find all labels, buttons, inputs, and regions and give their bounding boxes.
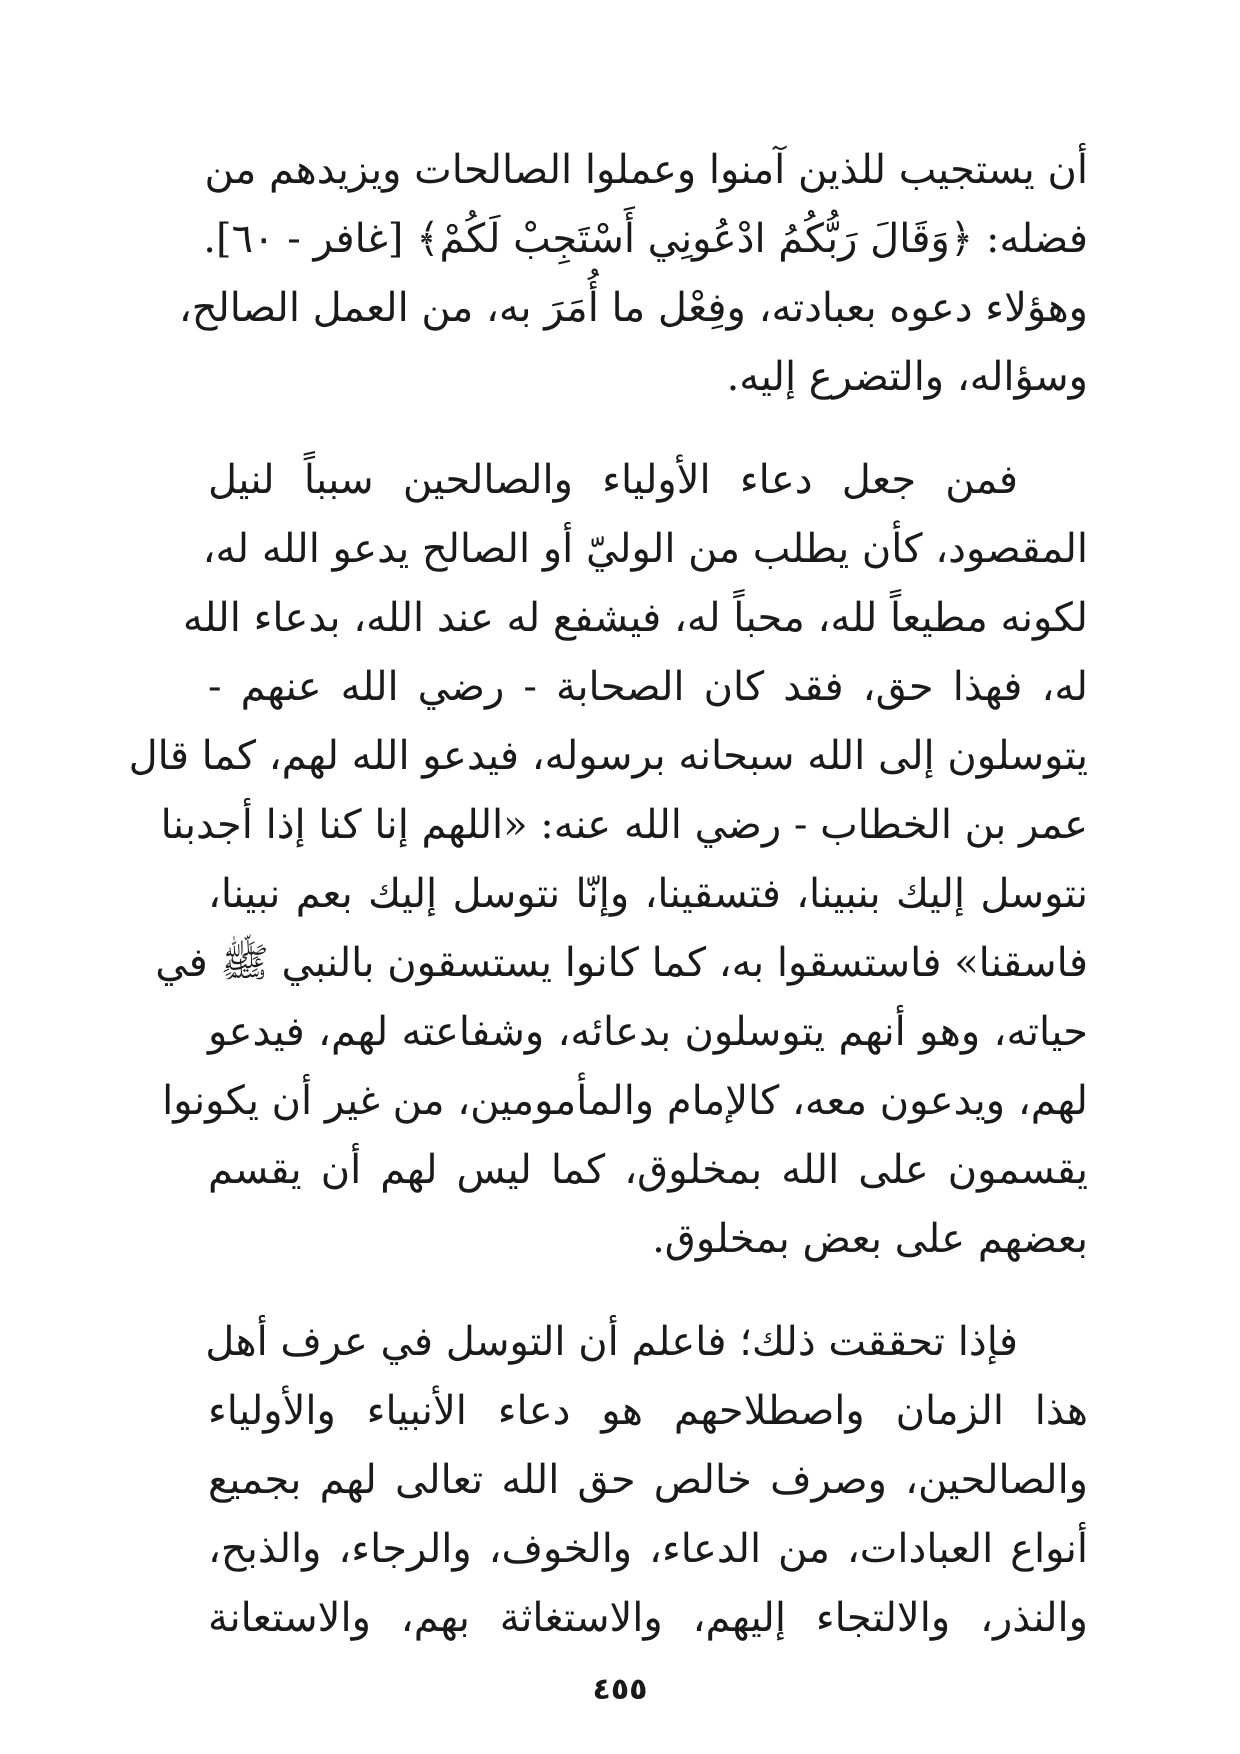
text-line: أنواع العبادات، من الدعاء، والخوف، والرجاء، والذبح، (208, 1526, 1088, 1572)
text-line: له، فهذا حق، فقد كان الصحابة - رضي الله عنهم - (208, 664, 1088, 710)
text-line: حياته، وهو أنهم يتوسلون بدعائه، وشفاعته لهم، فيدعو (208, 1009, 1088, 1055)
text-line: بعضهم على بعض بمخلوق. (652, 1216, 1088, 1262)
paragraph-1 (178, 136, 1088, 412)
text-line: لكونه مطيعاً لله، محباً له، فيشفع له عند الله، بدعاء الله (182, 595, 1088, 641)
text-line: هذا الزمان واصطلاحهم هو دعاء الأنبياء والأولياء (208, 1388, 1088, 1434)
paragraph-2 (128, 446, 1088, 1274)
text-line: فمن جعل دعاء الأولياء والصالحين سبباً لنيل (208, 457, 1018, 503)
text-line: عمر بن الخطاب - رضي الله عنه: «اللهم إنا كنا إذا أجدبنا (160, 802, 1088, 848)
text-line: فاسقنا» فاستسقوا به، كما كانوا يستسقون بالنبي ﷺ في (155, 940, 1088, 986)
text-line: أن يستجيب للذين آمنوا وعملوا الصالحات ويزيدهم من (204, 147, 1088, 193)
paragraph-3 (205, 1308, 1088, 1653)
text-line: المقصود، كأن يطلب من الوليّ أو الصالح يدعو الله له، (202, 526, 1088, 572)
text-line: لهم، ويدعون معه، كالإمام والمأمومين، من غير أن يكونوا (162, 1078, 1088, 1124)
page-number: ٤٥٥ (592, 1672, 648, 1707)
page-body (128, 136, 1088, 1687)
text-line: وسؤاله، والتضرع إليه. (726, 354, 1088, 400)
text-line: يتوسلون إلى الله سبحانه برسوله، فيدعو الله لهم، كما قال (128, 733, 1088, 779)
text-line: وهؤلاء دعوه بعبادته، وفِعْل ما أُمَرَ به، من العمل الصالح، (178, 285, 1088, 331)
text-line: يقسمون على الله بمخلوق، كما ليس لهم أن يقسم (208, 1147, 1088, 1193)
text-line: نتوسل إليك بنبينا، فتسقينا، وإنّا نتوسل إليك بعم نبينا، (208, 871, 1088, 917)
text-line: فضله: ﴿وَقَالَ رَبُّكُمُ ادْعُونِي أَسْتَجِبْ لَكُمْ﴾ [غافر - ٦٠]. (203, 216, 1088, 262)
text-line: والنذر، والالتجاء إليهم، والاستغاثة بهم، والاستعانة (208, 1595, 1088, 1641)
text-line: فإذا تحققت ذلك؛ فاعلم أن التوسل في عرف أهل (205, 1319, 1018, 1365)
text-line: والصالحين، وصرف خالص حق الله تعالى لهم بجميع (208, 1457, 1088, 1503)
